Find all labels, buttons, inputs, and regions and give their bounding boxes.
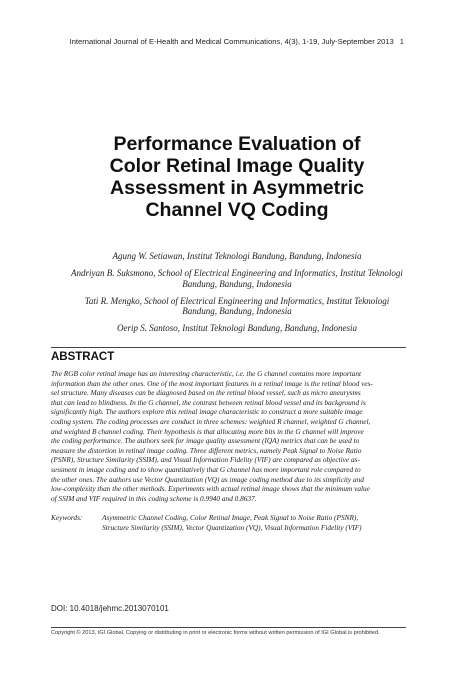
abstract-line: coding system. The coding processes are conduct in three schemes: weighted R channel, weighted G channel,	[51, 416, 371, 426]
author-affiliation	[40, 268, 434, 289]
journal-citation: International Journal of E-Health and Medical Communications, 4(3), 1-19, July-September 2013	[69, 37, 394, 46]
abstract-line: low-complexity than the other methods. Experiments with actual retinal image shows that the minimum value	[51, 484, 370, 494]
keywords-list	[102, 513, 362, 532]
title-line: Color Retinal Image Quality	[109, 155, 365, 177]
author-line: Bandung, Bandung, Indonesia	[182, 278, 292, 289]
author-line: Andriyan B. Suksmono, School of Electrical Engineering and Informatics, Institut Teknologi	[71, 268, 403, 278]
page-number: 1	[399, 37, 404, 46]
abstract-line: sessment in image coding and to show quantitatively that G channel has more important role compared to	[51, 464, 361, 474]
author-line: Oerip S. Santoso, Institut Teknologi Bandung, Bandung, Indonesia	[117, 323, 357, 333]
footer-divider	[51, 627, 406, 628]
author-affiliation	[40, 296, 434, 317]
abstract-line: significantly high. The authors explore this retinal image characteristic to construct a more suitable image	[51, 407, 363, 417]
copyright-notice: Copyright © 2013, IGI Global. Copying or distributing in print or electronic forms without written permission of IGI Global is prohibited.	[51, 630, 380, 636]
abstract-line: the other ones. The authors use Vector Quantization (VQ) as image coding method due to its simplicity and	[51, 474, 364, 484]
title-line: Channel VQ Coding	[145, 199, 329, 221]
abstract-line: of SSIM and VIF required in this coding scheme is 0.9940 and 0.8637.	[51, 493, 257, 503]
keywords-label: Keywords:	[51, 513, 83, 522]
abstract-line: the coding performance. The authors seek for image quality assessment (IQA) metrics that can be used to	[51, 436, 360, 446]
abstract-divider	[51, 347, 406, 348]
abstract-line: sel structure. Many diseases can be diagnosed based on the retinal blood vessel, such as micro aneurysms	[51, 388, 361, 398]
author-line: Tati R. Mengko, School of Electrical Engineering and Informatics, Institut Teknologi	[84, 295, 390, 306]
title-line: Performance Evaluation of	[113, 133, 361, 155]
abstract-line: and weighted B channel coding. Their hypothesis is that allocating more bits in the G channel will improve	[51, 426, 364, 436]
abstract-line: that can lead to blindness. In the G channel, the contrast between retinal blood vessel and its background is	[51, 397, 366, 407]
keywords-line: Structure Similarity (SSIM), Vector Quantization (VQ), Visual Information Fidelity (VIF)	[102, 522, 362, 532]
author-list	[40, 251, 434, 340]
author-line: Agung W. Setiawan, Institut Teknologi Bandung, Bandung, Indonesia	[112, 251, 362, 261]
author-line: Bandung, Bandung, Indonesia	[182, 306, 292, 316]
paper-title	[40, 133, 434, 221]
abstract-heading: ABSTRACT	[51, 351, 115, 363]
abstract-line: The RGB color retinal image has an interesting characteristic, i.e. the G channel contains more important	[51, 369, 362, 378]
abstract-line: (PSNR), Structure Similarity (SSIM), and Visual Information Fidelity (VIF) are compared as objective as-	[51, 455, 360, 465]
abstract-text	[51, 369, 407, 503]
author-affiliation	[40, 251, 434, 262]
doi-text: DOI: 10.4018/jehmc.2013070101	[51, 604, 169, 613]
abstract-line: information than the other ones. One of the most important features in a retinal image is the retinal blood ves-	[51, 378, 373, 388]
title-line: Assessment in Asymmetric	[110, 177, 364, 199]
author-affiliation	[40, 323, 434, 334]
keywords-line: Asymmetric Channel Coding, Color Retinal Image, Peak Signal to Noise Ratio (PSNR),	[102, 513, 359, 522]
abstract-line: measure the distortion in retinal image coding. Three different metrics, namely Peak Signal to Noise Ratio	[51, 445, 362, 455]
running-header	[0, 37, 404, 46]
